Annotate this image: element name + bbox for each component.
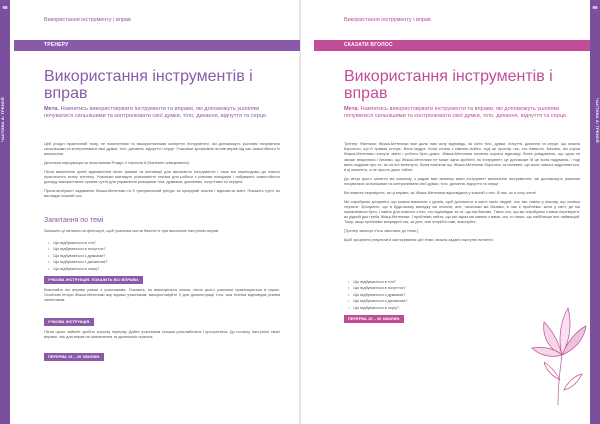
left-paragraph-2: Детальна інформація за посиланням Розділ 4 Частина 8 (Напевне олівцевання). — [44, 160, 190, 166]
left-subhead: Запитання по темі — [44, 217, 104, 224]
left-questions-list — [48, 240, 268, 272]
list-item: • Що відбувається в тілі? — [48, 240, 268, 246]
left-page — [14, 0, 286, 424]
list-item: • Що відбувається в серці? — [348, 305, 568, 311]
left-tag-instruction-1: УЧБОВА ІНСТРУКЦІЯ. ПОКАЖІТЬ ВСІ ВПРАВИ. — [44, 276, 143, 284]
right-tag-break: ПЕРЕРВА 15 – 20 ХВИЛИН. — [344, 315, 404, 323]
left-after-tag2-wrap — [44, 329, 280, 343]
right-side-label: ЧАСТИНА 8: ТРЕНУЙ — [595, 97, 600, 143]
right-paragraph-6: Щоб зрозуміти результати застосування цієї теми, можна задати наступні питання: — [344, 237, 494, 243]
list-item: • Що відбувається з диханням? — [48, 259, 268, 265]
list-item: • Що відбувається з думками? — [348, 292, 568, 298]
right-intro-label: Мета. — [344, 106, 360, 112]
left-questions-intro: Запишіть ці питання на фліпчарті, щоб учасники могли бачити їх при виконанні наступних вправ. — [44, 228, 219, 233]
left-after-tag2: Після цього займіте зробіть коротку перерву. Дайте учасникам трошки розслабитися і прогулятися. До початку наступної своєї вправи, час для вправ на заземлення та дихальних практик. — [44, 329, 280, 340]
list-item: • Що відбувається з диханням? — [348, 298, 568, 304]
page-gutter — [299, 0, 301, 424]
right-intro — [344, 106, 580, 120]
right-header-title: Використання інструменту і вправ — [344, 17, 431, 23]
left-paragraph-1: Цей розділ практичний тому, не поясненням та використаннями конкретні інструменти, які допоможуть ушпілям почуватися сильнішими та контролювати свої думки, тіло, дихання, відчуття і серце. Учасники зрозуміють вплив вправ під час самостійного їх виконання. — [44, 141, 280, 157]
right-body-text — [344, 141, 580, 246]
left-side-label: ЧАСТИНА 8: ТРЕНУЙ — [0, 97, 5, 143]
left-after-tag1: Виконайте всі вправи разом з учасниками. Покажіть, як виконуються кожна, після цього учасники практикуються в парах. Особливі інтори Жіжки-Метелики яку відомо учасникам, використовуйте її для демонстрації того, яка техніка відповідає різним симптомам. — [44, 287, 280, 303]
left-section-band: ТРЕНЕРУ — [14, 40, 300, 51]
list-item: • Що відбувається в серці? — [48, 266, 268, 272]
left-paragraph-3: Після виконання цілей відновлення після травми та мотивації для виконання інструменти і тоже ми переходимо до нового практичного етапу тренінгу. Учасники матимуть різноманітні техніки для роботи з різними емоціями і набувають самостійного досвіду використання органів чуття для управління реакціями тіла, думками, диханням, почуттями та серцем. — [44, 169, 280, 185]
left-header-title: Використання інструменту і вправ — [44, 17, 131, 23]
left-questions-intro-wrap — [44, 228, 280, 237]
flower-illustration — [528, 300, 590, 410]
right-page-title: Використання інструментів і вправ — [344, 68, 553, 102]
right-paragraph-1: Тренер: Фантазія: Жіжка-Метелики вже дала нам ясну відповідь, як сісти тіло, думки, почуття, дихання та серце, що можна боротися, що й травма оточує. Вона мудра. Коли хочеш з кімнати вийти, тоді це простір тих, хто навколо. Бачимо, які сцени Жіжка-Метелики погнути зміни і роботи бути довго. Жіжка-Метелики починає шукати відповіді. Вона усвідомлює, що одна не зможе впоратися і бачимо, що Жіжка-Метелики не може одна зробити, як інструмент, це допоможе їй це вона подумала, і тоді вона подумає про те, як на неї вплинуло. Вона пам'ятає що Жіжка-Метелики боротись та напевне, що вона чимось відрізняється, в ці моменти, а не просто дано тобою. — [344, 141, 580, 173]
right-paragraph-3: Ви повинні перевірити, як ці вправи, як Жіжка-Метелики відповідала у кожний з них. В нас, як я хочу жити! — [344, 189, 536, 195]
left-intro-text: Навчитись використовувати інструменти та вправи, які допоможуть ушпілям почуватися сильнішими та контролювати свої думки, тіло, дихання, відчуття та серце. — [44, 106, 268, 120]
left-page-title: Використання інструментів і вправ — [44, 68, 253, 102]
left-intro-label: Мета. — [44, 106, 60, 112]
right-page-number: 99 — [592, 5, 598, 10]
list-item: • Що відбувається в тілі? — [348, 279, 568, 285]
right-paragraph-2: До кінця цього заняття ми кожному з рядків вже можемо мати інструмент виконання інструментів, які допоможуть ушпілям почуватися сильнішими та контролювати свої думки, тіло, дихання, відчуття та серце. — [344, 175, 580, 187]
left-paragraph-4: Прочитати/ушпіт задавання Жіжки-Метелики та її тренувальний ресурс за приєднай аналізі і відповісти маєт. Покажіть групі, як виглядає кожний ось. — [44, 188, 280, 199]
left-body-text — [44, 141, 280, 202]
left-tag-instruction-2: УЧБОВА ІНСТРУКЦІЯ. — [44, 318, 94, 326]
right-paragraph-5: [Тренер записує п'ять запитань до теми.] — [344, 228, 418, 234]
right-paragraph-4: Ми спробуємо зрозуміти, що можна виконати з уроків, щоб допомогти в житті своїх людей, ось так, навіть у іншому, що хочемо слухати. Зрозуміло, що в будь-якому випадку ми почали, але, наскільки ми бачимо, в нас є проблема: жити у світі, де ми намагаємося бути, і навіть для кожного з нас, хто відповідає за те, що ми бачимо. Таких ось, що ми спробуємо з вами перевірити, як рідний дім треба Жіжці-Метелики. І проблеми найти, що ми зараз ми маємо з вами, ось то наше, що найбільше все найвищий. Тому, якщо проблеми всередині так, як діти, але потрібні самі, виконуйте. — [344, 198, 580, 225]
left-page-number: 98 — [2, 5, 8, 10]
left-tag-break: ПЕРЕРВА 15 – 20 ХВИЛИН. — [44, 353, 104, 361]
right-intro-text: Навчитись використовувати інструменти та вправи, які допоможуть ушпілям почуватися сильнішими та контролювати свої думки, тіло, дихання, відчуття та серце. — [344, 106, 568, 120]
right-section-band: СКАЗАТИ ВГОЛОС — [314, 40, 590, 51]
list-item: • Що відбувається в почуттях? — [48, 246, 268, 252]
list-item: • Що відбувається в почуттях? — [348, 285, 568, 291]
left-intro — [44, 106, 280, 120]
list-item: • Що відбувається з думками? — [48, 253, 268, 259]
left-after-tag1-wrap — [44, 287, 280, 306]
